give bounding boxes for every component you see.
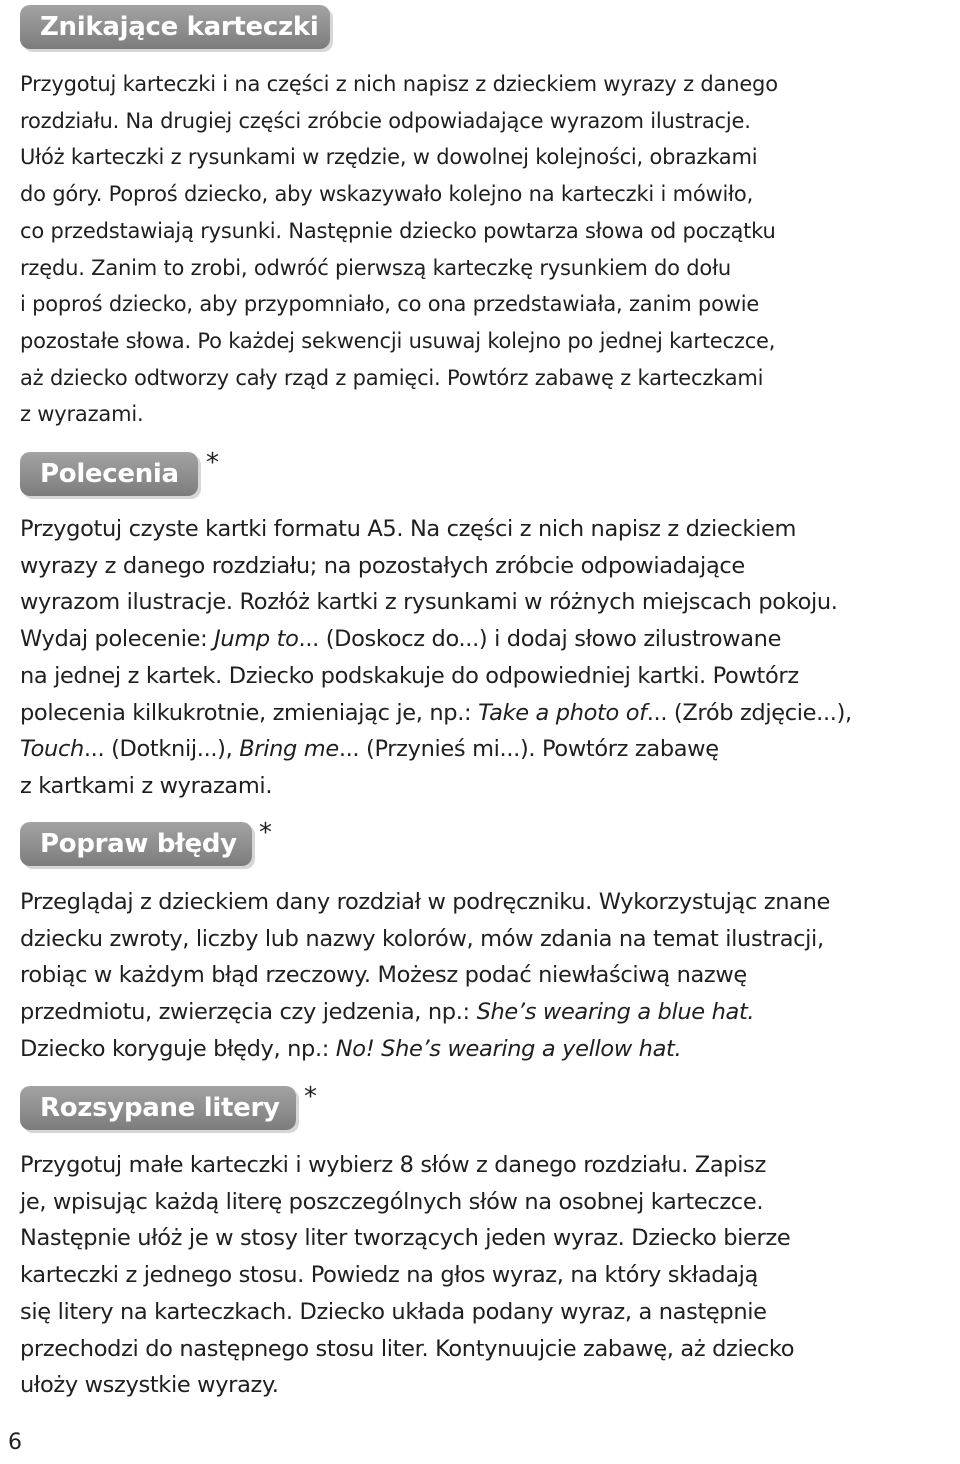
- text-line: z wyrazami.: [20, 402, 144, 427]
- section-title: Popraw błędy: [40, 829, 237, 859]
- text-line: ułoży wszystkie wyrazy.: [20, 1372, 279, 1399]
- text-line: aż dziecko odtworzy cały rząd z pamięci. Powtórz zabawę z karteczkami: [20, 365, 764, 390]
- italic-phrase: Touch: [20, 736, 84, 763]
- section-header-popraw-bledy: [20, 822, 252, 866]
- text-line: Przygotuj czyste kartki formatu A5. Na części z nich napisz z dzieckiem: [20, 516, 797, 542]
- text-fragment: polecenia kilkukrotnie, zmieniając je, np.:: [20, 699, 479, 726]
- italic-phrase: Take a photo of: [478, 699, 647, 726]
- asterisk-mark: *: [304, 1082, 317, 1112]
- section-header-znikajace-karteczki: [20, 5, 330, 49]
- paragraph-popraw-bledy: [20, 884, 950, 1068]
- text-line: Przygotuj karteczki i na części z nich napisz z dzieckiem wyrazy z danego: [20, 72, 778, 96]
- section-header-rozsypane-litery: [20, 1086, 296, 1130]
- text-line: je, wpisując każdą literę poszczególnych słów na osobnej karteczce.: [20, 1188, 764, 1215]
- asterisk-mark: *: [206, 448, 219, 478]
- italic-phrase: She’s wearing a blue hat.: [476, 999, 755, 1026]
- text-line: [20, 695, 950, 732]
- paragraph-znikajace-karteczki: [20, 66, 950, 433]
- text-line: do góry. Poproś dziecko, aby wskazywało kolejno na karteczki i mówiło,: [20, 182, 754, 207]
- section-title: Rozsypane litery: [40, 1093, 280, 1123]
- text-fragment: ... (Zrób zdjęcie...),: [646, 699, 852, 726]
- text-fragment: przedmiotu, zwierzęcia czy jedzenia, np.:: [20, 999, 477, 1026]
- text-line: robiąc w każdym błąd rzeczowy. Możesz podać niewłaściwą nazwę: [20, 962, 747, 989]
- text-fragment: Dziecko koryguje błędy, np.:: [20, 1035, 336, 1062]
- asterisk-mark: *: [259, 818, 272, 848]
- text-line: z kartkami z wyrazami.: [20, 772, 273, 799]
- paragraph-polecenia: [20, 511, 950, 805]
- italic-phrase: Jump to: [214, 626, 299, 653]
- text-line: i poproś dziecko, aby przypomniało, co ona przedstawiała, zanim powie: [20, 292, 760, 317]
- italic-phrase: No! She’s wearing a yellow hat.: [335, 1035, 682, 1062]
- text-line: [20, 621, 950, 658]
- text-line: karteczki z jednego stosu. Powiedz na głos wyraz, na który składają: [20, 1262, 758, 1289]
- text-line: Ułóż karteczki z rysunkami w rzędzie, w dowolnej kolejności, obrazkami: [20, 145, 758, 170]
- text-line: Przygotuj małe karteczki i wybierz 8 słów z danego rozdziału. Zapisz: [20, 1152, 766, 1178]
- text-line: Przeglądaj z dzieckiem dany rozdział w podręczniku. Wykorzystując znane: [20, 889, 830, 915]
- section-title: Znikające karteczki: [40, 12, 319, 42]
- text-line: na jednej z kartek. Dziecko podskakuje do odpowiedniej kartki. Powtórz: [20, 662, 799, 689]
- text-fragment: Wydaj polecenie:: [20, 626, 215, 653]
- text-line: [20, 1031, 950, 1068]
- text-fragment: ... (Przynieś mi...). Powtórz zabawę: [338, 736, 719, 763]
- text-line: wyrazom ilustracje. Rozłóż kartki z rysunkami w różnych miejscach pokoju.: [20, 589, 838, 616]
- italic-phrase: Bring me: [239, 736, 339, 763]
- section-title: Polecenia: [40, 459, 179, 489]
- text-line: rozdziału. Na drugiej części zróbcie odpowiadające wyrazom ilustracje.: [20, 108, 751, 133]
- text-line: dziecku zwroty, liczby lub nazwy kolorów, mów zdania na temat ilustracji,: [20, 925, 824, 952]
- text-line: co przedstawiają rysunki. Następnie dziecko powtarza słowa od początku: [20, 218, 776, 243]
- text-fragment: ... (Doskocz do...) i dodaj słowo zilustrowane: [298, 626, 782, 653]
- text-line: [20, 994, 950, 1031]
- text-line: się litery na karteczkach. Dziecko układa podany wyraz, a następnie: [20, 1298, 767, 1325]
- text-line: Następnie ułóż je w stosy liter tworzących jeden wyraz. Dziecko bierze: [20, 1225, 791, 1252]
- text-line: wyrazy z danego rozdziału; na pozostałych zróbcie odpowiadające: [20, 552, 745, 579]
- text-line: przechodzi do następnego stosu liter. Kontynuujcie zabawę, aż dziecko: [20, 1335, 795, 1362]
- text-line: rzędu. Zanim to zrobi, odwróć pierwszą karteczkę rysunkiem do dołu: [20, 255, 731, 280]
- text-fragment: ... (Dotknij...),: [83, 736, 240, 763]
- paragraph-rozsypane-litery: [20, 1147, 950, 1404]
- text-line: [20, 731, 950, 768]
- page-number: 6: [8, 1430, 22, 1455]
- section-header-polecenia: [20, 452, 198, 496]
- text-line: pozostałe słowa. Po każdej sekwencji usuwaj kolejno po jednej karteczce,: [20, 328, 776, 353]
